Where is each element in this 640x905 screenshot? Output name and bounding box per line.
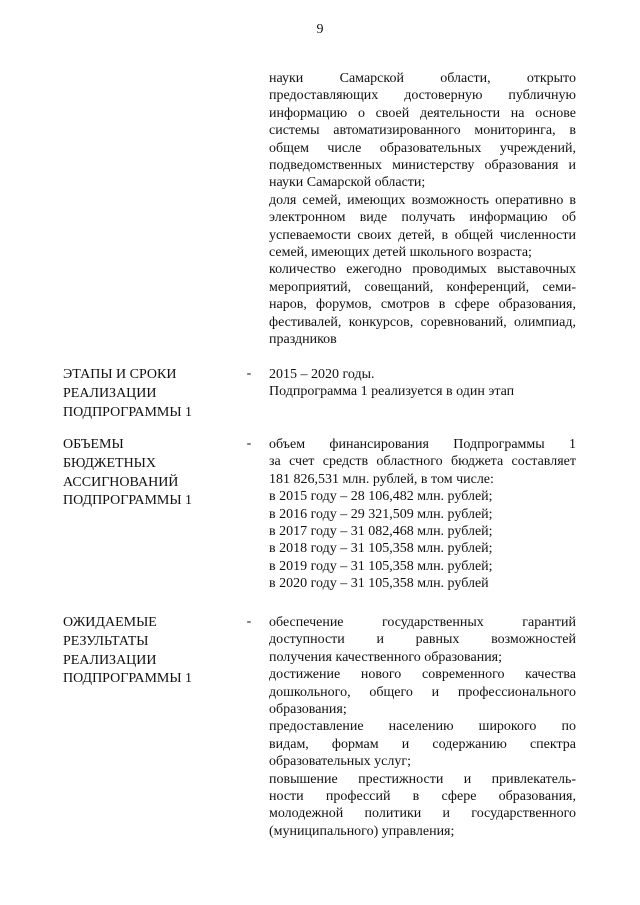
section-label [63,436,233,511]
text-line: предоставляющих достоверную публичную [269,88,576,104]
section-content [269,436,576,593]
text-line: праздников [269,332,337,348]
text-line: мероприятий, совещаний, конференций, семи- [269,279,576,295]
text-line: науки Самарской области, открыто [269,71,576,86]
section-dash: - [246,436,252,451]
text-line: общем числе образовательных учреждений, [269,140,576,156]
text-line: дошкольного, общего и профессионального [269,684,576,700]
section-dash: - [246,366,252,381]
text-line: системы автоматизированного мониторинга, в [269,123,576,139]
text-line: успеваемости своих детей, в общей численности [269,227,576,243]
text-line: молодежной политики и государственного [269,806,576,822]
label-line: ПОДПРОГРАММЫ 1 [63,404,193,420]
label-line: БЮДЖЕТНЫХ [63,455,157,471]
text-line: подведомственных министерству образования и [269,158,576,174]
label-line: ПОДПРОГРАММЫ 1 [63,671,193,687]
section-label [63,614,233,689]
text-line: электронном виде получать информацию об [269,210,576,226]
section-dash: - [246,614,252,629]
label-line: ОБЪЕМЫ [63,437,124,452]
text-line: объем финансирования Подпрограммы 1 [269,437,576,452]
text-line: в 2016 году – 29 321,509 млн. рублей; [269,506,493,522]
text-line: предоставление населению широкого по [269,719,576,735]
section-content [269,366,576,401]
label-line: РЕАЛИЗАЦИИ [63,385,157,401]
label-line: ПОДПРОГРАММЫ 1 [63,493,193,509]
text-line: повышение престижности и привлекатель- [269,771,576,787]
text-line: ности профессий в сфере образования, [269,789,576,805]
label-line: ЭТАПЫ И СРОКИ [63,367,177,382]
section-label [63,366,233,422]
text-line: семей, имеющих детей школьного возраста; [269,245,532,261]
text-line: фестивалей, конкурсов, соревнований, олимпиад, [269,314,576,330]
text-line: информацию о своей деятельности на основе [269,105,576,121]
text-line: в 2018 году – 31 105,358 млн. рублей; [269,541,493,557]
text-line: науки Самарской области; [269,175,426,191]
text-line: наров, форумов, смотров в сфере образования, [269,297,576,313]
text-line: в 2019 году – 31 105,358 млн. рублей; [269,558,493,574]
text-line: образовательных услуг; [269,754,411,770]
text-line: 2015 – 2020 годы. [269,367,375,382]
text-line: за счет средств областного бюджета составляет [269,454,576,470]
page-number: 9 [316,22,324,37]
text-line: (муниципального) управления; [269,823,455,839]
text-line: получения качественного образования; [269,649,503,665]
text-line: доступности и равных возможностей [269,632,576,648]
text-line: образования; [269,702,347,718]
label-line: РЕАЛИЗАЦИИ [63,652,157,668]
text-line: 181 826,531 млн. рублей, в том числе: [269,471,494,487]
text-line: видам, формам и содержанию спектра [269,736,576,752]
label-line: АССИГНОВАНИЙ [63,474,179,490]
text-line: достижение нового современного качества [269,667,576,683]
text-line: доля семей, имеющих возможность оперативно в [269,192,576,208]
section-content [269,614,576,840]
label-line: ОЖИДАЕМЫЕ [63,615,157,630]
text-line: количество ежегодно проводимых выставочных [269,262,576,278]
label-line: РЕЗУЛЬТАТЫ [63,633,149,649]
text-line: обеспечение государственных гарантий [269,615,576,630]
text-line: в 2020 году – 31 105,358 млн. рублей [269,576,489,592]
continuation-text [269,70,576,349]
text-line: в 2015 году – 28 106,482 млн. рублей; [269,489,493,505]
text-line: в 2017 году – 31 082,468 млн. рублей; [269,524,493,540]
text-line: Подпрограмма 1 реализуется в один этап [269,384,515,400]
